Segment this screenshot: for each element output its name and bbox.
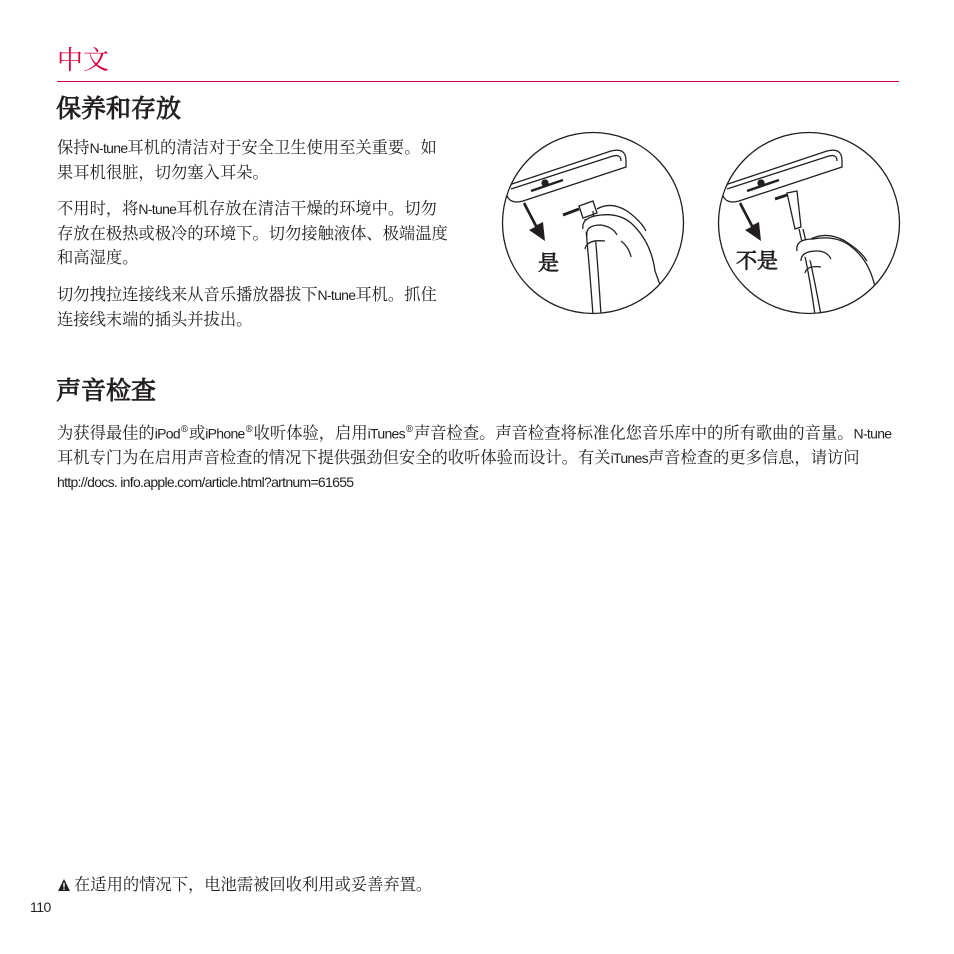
text-run: 耳机的清洁对于安全卫生使用至关重要。如果耳机很脏，切勿塞入耳朵。 xyxy=(57,138,437,182)
text-run: 耳机专门为在启用声音检查的情况下提供强劲但安全的收听体验而设计。有关 xyxy=(57,447,611,467)
product-name: N-tune xyxy=(317,287,356,303)
text-run: 为获得最佳的 xyxy=(57,423,155,443)
product-name: iPod xyxy=(154,425,180,442)
wrong-unplug-drawing xyxy=(717,131,901,315)
warning-triangle-icon xyxy=(57,875,71,899)
correct-unplug-drawing xyxy=(501,131,685,315)
product-name: iTunes xyxy=(367,425,405,442)
soundcheck-section-title: 声音检查 xyxy=(56,376,157,405)
text-run: 不用时，将 xyxy=(57,199,139,218)
text-run: 收听体验，启用 xyxy=(253,423,368,443)
figure-label-yes: 是 xyxy=(538,251,559,275)
care-paragraph-3 xyxy=(57,283,452,332)
care-section-title: 保养和存放 xyxy=(56,94,182,123)
registered-mark: ® xyxy=(404,425,414,435)
text-run: 切勿拽拉连接线来从音乐播放器拔下 xyxy=(57,285,318,304)
text-run: 声音检查的更多信息，请访问 xyxy=(647,447,860,467)
text-run: 或 xyxy=(188,423,206,443)
down-arrow-icon xyxy=(739,202,761,241)
recycle-note-text: 在适用的情况下，电池需被回收利用或妥善弃置。 xyxy=(74,875,433,894)
product-name: iPhone xyxy=(205,425,245,442)
illustration-wrong-unplug xyxy=(717,131,901,315)
care-paragraph-1 xyxy=(57,136,452,185)
registered-mark: ® xyxy=(244,425,254,435)
registered-mark: ® xyxy=(179,425,189,435)
header-divider xyxy=(57,81,899,82)
page-number: 110 xyxy=(30,899,51,915)
illustration-correct-unplug xyxy=(501,131,685,315)
soundcheck-paragraph xyxy=(57,418,907,495)
text-run: 保持 xyxy=(57,138,90,157)
text-run: 声音检查。声音检查将标准化您音乐库中的所有歌曲的音量。 xyxy=(413,423,854,443)
text-run: 耳机。抓住连接线末端的插头并拔出。 xyxy=(57,285,437,329)
product-name: N-tune xyxy=(89,140,128,156)
language-heading: 中文 xyxy=(57,46,110,76)
care-paragraph-2 xyxy=(57,197,452,271)
support-link[interactable]: http://docs. info.apple.com/article.html?artnum=61655 xyxy=(57,474,354,491)
product-name: N-tune xyxy=(853,425,892,442)
recycle-note xyxy=(57,873,432,899)
product-name: N-tune xyxy=(138,201,177,217)
text-run: 耳机存放在清洁干燥的环境中。切勿存放在极热或极冷的环境下。切勿接触液体、极端温度和高湿度。 xyxy=(57,199,448,267)
down-arrow-icon xyxy=(523,202,545,241)
product-name: iTunes xyxy=(610,449,648,466)
figure-label-no: 不是 xyxy=(736,249,778,273)
